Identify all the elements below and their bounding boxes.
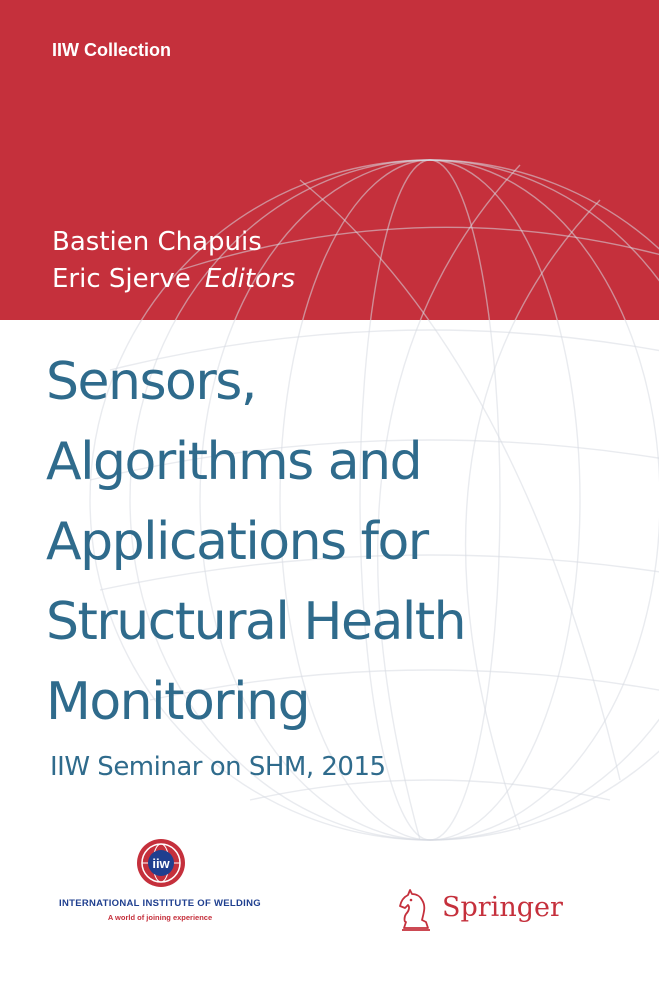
editor-name: Eric Sjerve [52, 264, 191, 294]
iiw-name: INTERNATIONAL INSTITUTE OF WELDING [59, 898, 261, 909]
iiw-emblem-text: iiw [152, 856, 170, 871]
title-line: Algorithms and [46, 432, 422, 492]
springer-name: Springer [442, 892, 563, 923]
knight-horse-icon [396, 888, 436, 932]
series-label: IIW Collection [52, 40, 171, 60]
title-line: Structural Health [46, 592, 466, 652]
iiw-logo [50, 838, 270, 928]
editors-block [52, 224, 295, 298]
title-line: Sensors, [46, 352, 256, 412]
editor-name: Bastien Chapuis [52, 227, 262, 257]
editors-label: Editors [204, 264, 296, 294]
iiw-emblem-icon [136, 838, 186, 888]
book-subtitle: IIW Seminar on SHM, 2015 [50, 752, 386, 782]
title-line: Monitoring [46, 672, 310, 732]
book-title [46, 342, 646, 742]
title-line: Applications for [46, 512, 428, 572]
editor-row [52, 261, 295, 298]
iiw-tagline: A world of joining experience [107, 913, 213, 922]
